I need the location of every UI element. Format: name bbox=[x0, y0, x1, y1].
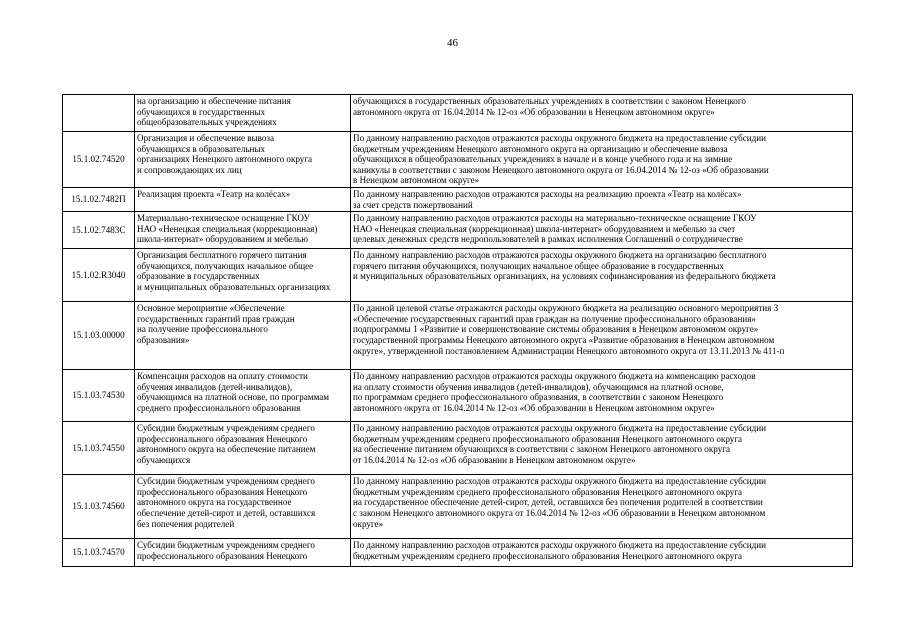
page-number: 46 bbox=[447, 37, 458, 49]
expense-name-line: на получение профессионального bbox=[137, 324, 268, 335]
expense-description-cell bbox=[351, 249, 853, 302]
expense-name-line: образование в государственных bbox=[137, 271, 260, 282]
expense-name-line: организациях Ненецкого автономного округа bbox=[137, 154, 313, 165]
expense-name-cell bbox=[135, 187, 351, 211]
target-code-cell: 15.1.02.7483С bbox=[63, 212, 135, 249]
expense-description-line: По данному направлению расходов отражаются расходы на материально-техническое оснащение ГКОУ bbox=[353, 213, 757, 224]
expense-description-cell bbox=[351, 302, 853, 370]
expense-name-line: Субсидии бюджетным учреждениям среднего bbox=[137, 476, 315, 487]
expense-description-line: округе» bbox=[353, 518, 384, 529]
expense-description-line: округе», утвержденной постановлением Администрации Ненецкого автономного округа от 13.11.2013 № 411-п bbox=[353, 345, 785, 356]
expense-description-line: подпрограммы 1 «Развитие и совершенствование системы образования в Ненецком автономном округе» bbox=[353, 324, 759, 335]
expense-description-cell bbox=[351, 475, 853, 539]
expense-description-cell bbox=[351, 95, 853, 132]
expense-name-line: профессионального образования Ненецкого bbox=[137, 550, 308, 561]
expense-name-line: Субсидии бюджетным учреждениям среднего bbox=[137, 540, 315, 551]
expense-description-line: обучающихся в государственных образовательных учреждениях в соответствии с законом Ненецкого bbox=[353, 96, 746, 106]
expense-name-cell bbox=[135, 95, 351, 132]
expense-name-line: обучающихся bbox=[137, 454, 191, 465]
expense-description-line: По данному направлению расходов отражаются расходы окружного бюджета на предоставление субсидии bbox=[353, 423, 767, 434]
table-row bbox=[63, 212, 853, 249]
expense-description-line: НАО «Ненецкая специальная (коррекционная) школа-интернат» оборудованием и мебелью за счет bbox=[353, 223, 736, 234]
budget-classification-table bbox=[62, 94, 853, 567]
expense-name-cell bbox=[135, 302, 351, 370]
table-row bbox=[63, 475, 853, 539]
target-code-cell bbox=[63, 95, 135, 132]
expense-name-line: и сопровождающих их лиц bbox=[137, 164, 242, 175]
expense-description-line: государственной программы Ненецкого автономного округа «Развитие образования в Ненецком автономном bbox=[353, 334, 775, 345]
table-row bbox=[63, 132, 853, 188]
expense-description-line: По данному направлению расходов отражаются расходы окружного бюджета на организацию бесплатного bbox=[353, 250, 767, 261]
expense-name-line: обучающихся в государственных bbox=[137, 106, 266, 117]
expense-name-line: школа-интернат» оборудованием и мебелью bbox=[137, 234, 308, 245]
table-body bbox=[63, 95, 853, 567]
expense-name-cell bbox=[135, 132, 351, 188]
expense-description-cell bbox=[351, 187, 853, 211]
expense-description-line: за счет средств пожертвований bbox=[353, 199, 473, 210]
table-row bbox=[63, 95, 853, 132]
expense-description-line: бюджетным учреждениям среднего профессионального образования Ненецкого автономного округа bbox=[353, 550, 743, 561]
expense-description-line: бюджетным учреждениям среднего профессионального образования Ненецкого автономного округа bbox=[353, 486, 743, 497]
expense-name-line: профессионального образования Ненецкого bbox=[137, 433, 308, 444]
expense-description-line: бюджетным учреждениям среднего профессионального образования Ненецкого автономного округа bbox=[353, 433, 743, 444]
expense-name-cell bbox=[135, 475, 351, 539]
expense-description-line: на государственное обеспечение детей-сирот, детей, оставшихся без попечения родителей в соответствии bbox=[353, 497, 763, 508]
expense-description-line: от 16.04.2014 № 12-оз «Об образовании в Ненецком автономном округе» bbox=[353, 454, 636, 465]
expense-description-line: с законом Ненецкого автономного округа от 16.04.2014 № 12-оз «Об образовании в Ненецком автономном bbox=[353, 507, 766, 518]
expense-description-line: каникулы в соответствии с законом Ненецкого автономного округа от 16.04.2014 № 12-оз «Об образовании bbox=[353, 164, 769, 175]
expense-name-line: НАО «Ненецкая специальная (коррекционная) bbox=[137, 223, 318, 234]
expense-name-line: без попечения родителей bbox=[137, 518, 235, 529]
expense-description-cell bbox=[351, 212, 853, 249]
expense-name-line: обучающихся в образовательных bbox=[137, 143, 266, 154]
expense-name-line: Материально-техническое оснащение ГКОУ bbox=[137, 213, 310, 224]
target-code-cell: 15.1.03.74530 bbox=[63, 370, 135, 422]
expense-name-cell bbox=[135, 212, 351, 249]
expense-name-line: на организацию и обеспечение питания bbox=[137, 96, 291, 106]
expense-name-line: Компенсация расходов на оплату стоимости bbox=[137, 371, 308, 382]
expense-description-line: обучающихся в общеобразовательных учреждениях в начале и в конце учебного года и на зимние bbox=[353, 154, 733, 165]
expense-name-line: обучающихся, получающих начальное общее bbox=[137, 260, 314, 271]
expense-name-line: Основное мероприятие «Обеспечение bbox=[137, 303, 285, 314]
expense-description-line: автономного округа от 16.04.2014 № 12-оз «Об образовании в Ненецком автономном округе» bbox=[353, 402, 715, 413]
expense-name-line: государственных гарантий прав граждан bbox=[137, 313, 295, 324]
expense-name-line: Организация бесплатного горячего питания bbox=[137, 250, 307, 261]
expense-description-cell bbox=[351, 132, 853, 188]
expense-description-line: целевых денежных средств недропользователей в рамках исполнения Соглашений о сотрудничестве bbox=[353, 234, 743, 245]
expense-description-line: По данному направлению расходов отражаются расходы окружного бюджета на предоставление субсидии bbox=[353, 133, 767, 143]
expense-description-cell bbox=[351, 422, 853, 475]
expense-name-cell bbox=[135, 422, 351, 475]
expense-description-cell bbox=[351, 539, 853, 567]
table-row bbox=[63, 370, 853, 422]
expense-name-line: автономного округа на государственное bbox=[137, 497, 292, 508]
expense-description-line: на обеспечение питанием обучающихся в соответствии с законом Ненецкого автономного округа bbox=[353, 444, 731, 455]
expense-description-line: По данному направлению расходов отражаются расходы окружного бюджета на компенсацию расходов bbox=[353, 371, 756, 382]
expense-description-line: в Ненецком автономном округе» bbox=[353, 175, 480, 186]
target-code-cell: 15.1.02.7482П bbox=[63, 187, 135, 211]
table-row bbox=[63, 302, 853, 370]
expense-name-line: образования» bbox=[137, 334, 190, 345]
expense-name-cell bbox=[135, 539, 351, 567]
target-code-cell: 15.1.02.74520 bbox=[63, 132, 135, 188]
target-code-cell: 15.1.03.74570 bbox=[63, 539, 135, 567]
expense-description-line: автономного округа от 16.04.2014 № 12-оз «Об образовании в Ненецком автономном округе» bbox=[353, 106, 715, 117]
table-row bbox=[63, 187, 853, 211]
table-row bbox=[63, 422, 853, 475]
expense-description-line: бюджетным учреждениям Ненецкого автономного округа на организацию и обеспечение вывоза bbox=[353, 143, 728, 154]
expense-name-line: обеспечение детей-сирот и детей, оставшихся bbox=[137, 507, 316, 518]
expense-name-line: и муниципальных образовательных организациях bbox=[137, 281, 331, 292]
expense-description-line: «Обеспечение государственных гарантий прав граждан на получение профессионального образования» bbox=[353, 313, 756, 324]
expense-name-line: обучающимся на платной основе, по программам bbox=[137, 392, 330, 403]
expense-description-cell bbox=[351, 370, 853, 422]
expense-name-line: автономного округа на обеспечение питанием bbox=[137, 444, 316, 455]
target-code-cell: 15.1.03.74560 bbox=[63, 475, 135, 539]
target-code-cell: 15.1.02.R3040 bbox=[63, 249, 135, 302]
target-code-cell: 15.1.03.74550 bbox=[63, 422, 135, 475]
expense-name-cell bbox=[135, 370, 351, 422]
expense-name-line: Субсидии бюджетным учреждениям среднего bbox=[137, 423, 315, 434]
expense-name-line: Реализация проекта «Театр на колёсах» bbox=[137, 188, 291, 199]
expense-name-cell bbox=[135, 249, 351, 302]
expense-name-line: Организация и обеспечение вывоза bbox=[137, 133, 275, 143]
expense-name-line: профессионального образования Ненецкого bbox=[137, 486, 308, 497]
expense-description-line: По данному направлению расходов отражаются расходы окружного бюджета на предоставление субсидии bbox=[353, 476, 767, 487]
expense-description-line: и муниципальных образовательных организациях, на условиях софинансирования из федерального бюджета bbox=[353, 271, 776, 282]
table-row bbox=[63, 539, 853, 567]
target-code-cell: 15.1.03.00000 bbox=[63, 302, 135, 370]
expense-description-line: на оплату стоимости обучения инвалидов (детей-инвалидов), обучающимся на платной основе, bbox=[353, 381, 724, 392]
expense-description-line: горячего питания обучающихся, получающих начальное общее образование в государственных bbox=[353, 260, 724, 271]
expense-description-line: по программам среднего профессионального образования, в соответствии с законом Ненецкого bbox=[353, 392, 724, 403]
expense-description-line: По данному направлению расходов отражаются расходы окружного бюджета на предоставление субсидии bbox=[353, 540, 767, 551]
expense-name-line: среднего профессионального образования bbox=[137, 402, 301, 413]
table-row bbox=[63, 249, 853, 302]
expense-name-line: общеобразовательных учреждениях bbox=[137, 117, 277, 128]
expense-description-line: По данному направлению расходов отражаются расходы на реализацию проекта «Театр на колёсах» bbox=[353, 188, 742, 199]
expense-description-line: По данной целевой статье отражаются расходы окружного бюджета на реализацию основного мероприятия 3 bbox=[353, 303, 779, 314]
expense-name-line: обучения инвалидов (детей-инвалидов), bbox=[137, 381, 293, 392]
